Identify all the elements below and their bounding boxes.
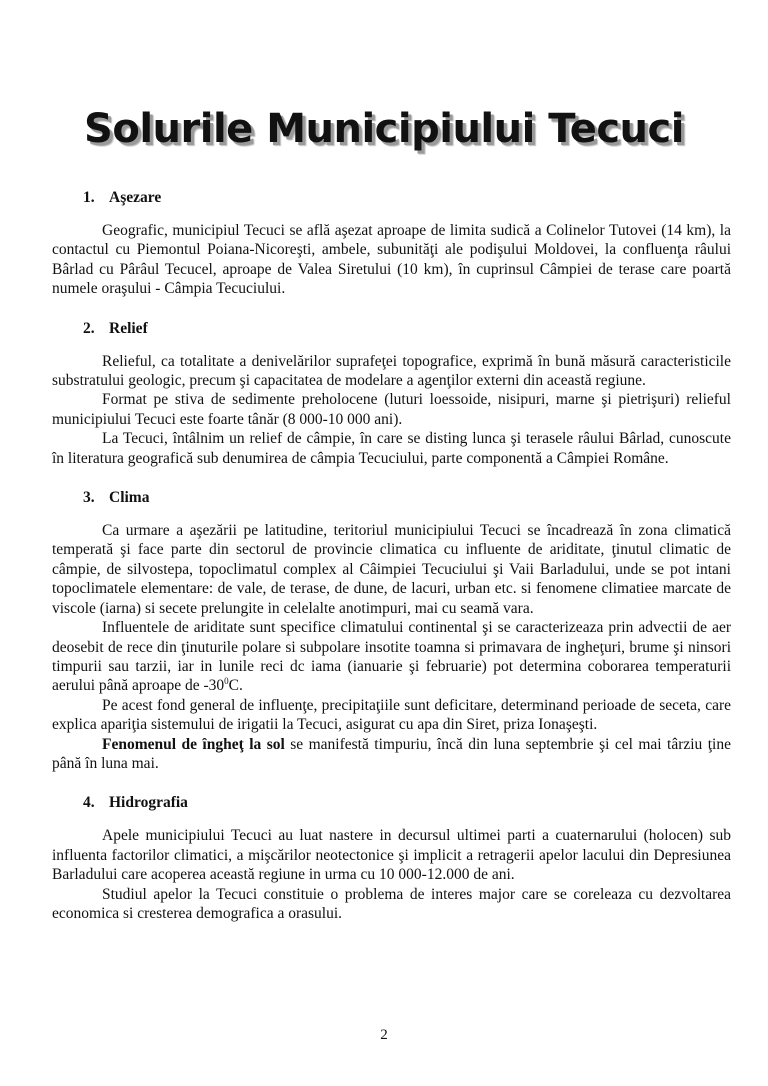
paragraph: Apele municipiului Tecuci au luat nastere in decursul ultimei parti a cuaternarului (holocen) sub influenta factorilor climatici, a mişcărilor neotectonice şi implicit a retragerii apelor lacului din Depresiunea Barladului care acoperea această regiune in urma cu 10 000-12.000 de ani. (52, 827, 731, 884)
frost-emphasis: Fenomenul de îngheţ la sol (102, 735, 285, 753)
page-title: Solurile Municipiului Tecuci (84, 106, 684, 152)
paragraph-temperature (52, 618, 731, 696)
paragraph-frost (52, 735, 731, 774)
section-number: 2. (83, 319, 95, 337)
section-clima (52, 488, 731, 773)
section-title: Clima (109, 489, 150, 507)
section-title: Aşezare (109, 189, 162, 206)
paragraph-text: Influentele de ariditate sunt specifice climatului continental şi se caracterizeaza prin advectii de aer deosebit de rece din ţinuturile polare si subpolare insotite toamna si primavara de ingheţuri, brume şi ninsori timpurii sau tarzii, iar in lunile reci dc iama (ianuarie şi februarie) pot determina coborarea temperaturii aerului până aproape de -30 (52, 619, 731, 695)
degree-superscript: 0 (224, 676, 229, 687)
section-number: 3. (83, 489, 95, 507)
section-title: Relief (109, 319, 148, 337)
section-number: 4. (83, 794, 95, 812)
section-title: Hidrografia (109, 794, 188, 812)
paragraph: Studiul apelor la Tecuci constituie o problema de interes major care se coreleaza cu dezvoltarea economica si cresterea demografica a orasului. (52, 885, 731, 922)
section-asezare (52, 188, 731, 299)
paragraph: Format pe stiva de sedimente preholocene (luturi loessoide, nisipuri, marne şi pietrişuri) relieful municipiului Tecuci este foarte tânăr (8 000-10 000 ani). (52, 391, 731, 428)
page-number: 2 (380, 1027, 388, 1043)
paragraph: La Tecuci, întâlnim un relief de câmpie, în care se disting lunca şi terasele râului Bârlad, cunoscute în literatura geografică sub denumirea de câmpia Tecuciului, parte componentă a Câmpiei Române. (52, 430, 731, 467)
paragraph: Geografic, municipiul Tecuci se află aşezat aproape de limita sudică a Colinelor Tutovei (14 km), la contactul cu Piemontul Poiana-Nicoreşti, ambele, subunităţi ale podişului Moldovei, la confluenţa râului Bârlad cu Pârâul Tecucel, aproape de Valea Siretului (10 km), în cuprinsul Câmpiei de terase care poartă numele oraşului - Câmpia Tecuciului. (52, 222, 731, 298)
paragraph: Ca urmare a aşezării pe latitudine, teritoriul municipiului Tecuci se încadrează în zona climatică temperată şi face parte din sectorul de provincie climatica cu influente de ariditate, ţinutul climatic de câmpie, de silvostepa, topoclimatul complex al Câimpiei Tecuciului şi Vaii Barladului, unde se pot intani topoclimatele elementare: de vale, de terase, de dune, de lacuri, urban etc. si fenomene climatiee marcate de viscole (iarna) si secete prelungite in celelalte anotimpuri, mai cu seamă vara. (52, 522, 731, 617)
temperature-unit: C. (228, 677, 243, 695)
paragraph: Relieful, ca totalitate a denivelărilor suprafeţei topografice, exprimă în bună măsură caracteristicile substratului geologic, precum şi capacitatea de modelare a agenţilor externi din această regiune. (52, 352, 731, 390)
section-hidrografia (52, 793, 731, 923)
paragraph: Pe acest fond general de influenţe, precipitaţiile sunt deficitare, determinand perioade de seceta, care explica apariţia sistemului de irigatii la Tecuci, asigurat cu apa din Siret, priza Ionaşeşti. (52, 696, 731, 734)
section-number: 1. (83, 189, 95, 206)
section-heading (52, 319, 731, 338)
section-heading (52, 793, 731, 812)
section-heading (52, 188, 731, 207)
frost-text: se manifestă timpuriu, încă din luna septembrie şi cel mai târziu ţine până în luna mai. (52, 735, 731, 772)
section-relief (52, 319, 731, 468)
document-body (52, 188, 731, 943)
section-heading (52, 488, 731, 507)
